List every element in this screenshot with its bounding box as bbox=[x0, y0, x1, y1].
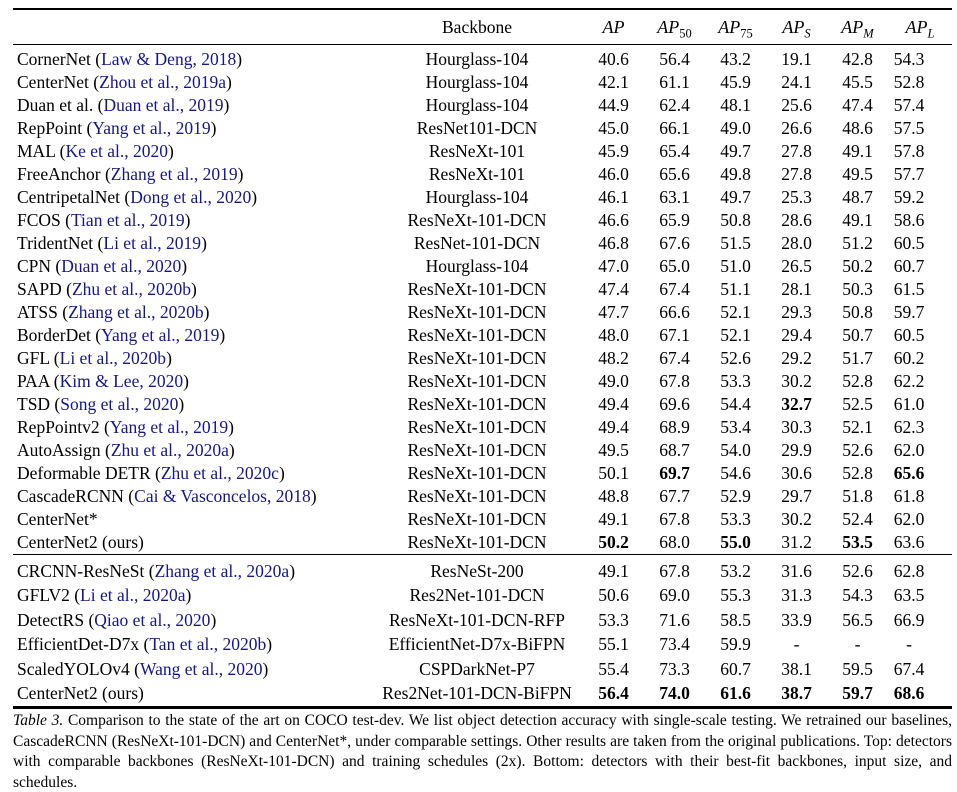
table-row bbox=[13, 584, 952, 609]
metric-value-cell: 61.5 bbox=[893, 279, 925, 299]
backbone-cell: EfficientNet-D7x-BiFPN bbox=[388, 634, 566, 655]
metric-value-cell: 73.4 bbox=[659, 634, 690, 655]
table-row bbox=[13, 657, 952, 682]
table-row bbox=[13, 416, 952, 439]
results-table-wrap bbox=[13, 8, 952, 709]
table-row bbox=[13, 682, 952, 708]
metric-value-cell: 69.0 bbox=[659, 585, 690, 606]
metric-value-cell: - bbox=[793, 634, 800, 655]
method-cell: ScaledYOLOv4 (Wang et al., 2020) bbox=[17, 658, 269, 679]
metric-value-cell: 51.0 bbox=[720, 256, 751, 276]
metric-value-cell: 48.2 bbox=[598, 348, 629, 368]
citation-link[interactable]: Li et al., 2020a bbox=[80, 585, 186, 606]
citation-link[interactable]: Li et al., 2020b bbox=[59, 348, 167, 368]
backbone-cell: Hourglass-104 bbox=[425, 72, 529, 92]
metric-value-cell: 56.4 bbox=[659, 49, 690, 69]
metric-value-cell: 58.6 bbox=[893, 210, 925, 230]
metric-value-cell: 52.1 bbox=[720, 325, 751, 345]
metric-value-cell: 50.3 bbox=[842, 279, 873, 299]
metric-value-cell: 48.6 bbox=[842, 118, 873, 138]
metric-value-cell: 29.3 bbox=[781, 302, 812, 322]
metric-value-cell: 53.4 bbox=[720, 417, 751, 437]
metric-value-cell: 46.6 bbox=[598, 210, 629, 230]
method-cell: CPN (Duan et al., 2020) bbox=[17, 256, 188, 276]
metric-value-cell: 29.7 bbox=[781, 486, 812, 506]
metric-value-cell: 66.9 bbox=[893, 609, 925, 630]
metric-value-cell: 66.6 bbox=[659, 302, 690, 322]
metric-value-cell: 53.3 bbox=[598, 609, 629, 630]
backbone-cell: ResNeXt-101-DCN bbox=[407, 394, 547, 414]
metric-value-cell: 50.6 bbox=[598, 585, 629, 606]
table-caption bbox=[13, 711, 952, 792]
metric-value-cell: 59.7 bbox=[842, 683, 873, 704]
metric-value-cell: 50.1 bbox=[598, 463, 629, 483]
method-cell: RepPointv2 (Yang et al., 2019) bbox=[17, 417, 234, 437]
method-cell: CenterNet* bbox=[17, 509, 98, 529]
backbone-cell: ResNeXt-101-DCN bbox=[407, 440, 547, 460]
metric-value-cell: 19.1 bbox=[781, 49, 812, 69]
table-row bbox=[13, 555, 952, 584]
metric-value-cell: 30.2 bbox=[781, 371, 812, 391]
metric-value-cell: 49.7 bbox=[720, 187, 751, 207]
table-row bbox=[13, 439, 952, 462]
backbone-cell: ResNet101-DCN bbox=[416, 118, 538, 138]
metric-value-cell: 42.8 bbox=[842, 49, 873, 69]
method-cell: EfficientDet-D7x (Tan et al., 2020b) bbox=[17, 634, 273, 655]
metric-value-cell: - bbox=[854, 634, 861, 655]
metric-value-cell: 52.6 bbox=[842, 440, 873, 460]
metric-value-cell: 38.7 bbox=[781, 683, 812, 704]
metric-value-cell: 74.0 bbox=[659, 683, 690, 704]
citation-link[interactable]: Zhu et al., 2020a bbox=[110, 440, 229, 460]
backbone-cell: Hourglass-104 bbox=[425, 95, 529, 115]
metric-value-cell: 30.3 bbox=[781, 417, 812, 437]
table-row bbox=[13, 370, 952, 393]
metric-value-cell: 43.2 bbox=[720, 49, 751, 69]
method-cell: MAL (Ke et al., 2020) bbox=[17, 141, 174, 161]
metric-value-cell: 52.8 bbox=[893, 72, 925, 92]
metric-value-cell: 46.0 bbox=[598, 164, 629, 184]
backbone-cell: Hourglass-104 bbox=[425, 49, 529, 69]
metric-value-cell: 55.3 bbox=[720, 585, 751, 606]
metric-value-cell: 44.9 bbox=[598, 95, 629, 115]
metric-value-cell: 67.4 bbox=[659, 348, 690, 368]
backbone-column-header: Backbone bbox=[371, 9, 583, 45]
metric-value-cell: 62.0 bbox=[893, 509, 925, 529]
metric-value-cell: 71.6 bbox=[659, 609, 690, 630]
metric-value-cell: 52.6 bbox=[842, 560, 873, 581]
metric-value-cell: 52.9 bbox=[720, 486, 751, 506]
metric-value-cell: 67.8 bbox=[659, 509, 690, 529]
metric-value-cell: 29.9 bbox=[781, 440, 812, 460]
backbone-cell: ResNeXt-101 bbox=[428, 164, 526, 184]
table-row bbox=[13, 209, 952, 232]
method-cell: PAA (Kim & Lee, 2020) bbox=[17, 371, 189, 391]
metric-value-cell: 52.4 bbox=[842, 509, 873, 529]
metric-value-cell: 59.5 bbox=[842, 658, 873, 679]
metric-value-cell: 50.8 bbox=[720, 210, 751, 230]
metric-value-cell: 47.7 bbox=[598, 302, 629, 322]
table-row bbox=[13, 531, 952, 555]
metric-value-cell: 65.9 bbox=[659, 210, 690, 230]
method-cell: CenterNet2 (ours) bbox=[17, 532, 144, 552]
metric-value-cell: 25.3 bbox=[781, 187, 812, 207]
citation-link[interactable]: Zhou et al., 2019a bbox=[99, 72, 226, 92]
method-cell: GFLV2 (Li et al., 2020a) bbox=[17, 585, 192, 606]
citation-link[interactable]: Yang et al., 2019 bbox=[101, 325, 220, 345]
metric-value-cell: 69.6 bbox=[659, 394, 690, 414]
citation-link[interactable]: Duan et al., 2019 bbox=[103, 95, 224, 115]
metric-value-cell: 25.6 bbox=[781, 95, 812, 115]
metric-value-cell: 47.4 bbox=[598, 279, 629, 299]
table-row bbox=[13, 347, 952, 370]
citation-link[interactable]: Zhu et al., 2020b bbox=[71, 279, 192, 299]
metric-value-cell: 28.1 bbox=[781, 279, 812, 299]
metric-value-cell: 60.7 bbox=[893, 256, 925, 276]
metric-value-cell: 31.6 bbox=[781, 560, 812, 581]
metric-value-cell: 63.5 bbox=[893, 585, 925, 606]
metric-column-header-S: $AP_S$ bbox=[766, 9, 827, 45]
metric-value-cell: 46.1 bbox=[598, 187, 629, 207]
metric-value-cell: 69.7 bbox=[659, 463, 690, 483]
metric-value-cell: 24.1 bbox=[781, 72, 812, 92]
metric-value-cell: 49.1 bbox=[598, 509, 629, 529]
backbone-cell: CSPDarkNet-P7 bbox=[419, 658, 535, 679]
table-row bbox=[13, 393, 952, 416]
metric-value-cell: 49.5 bbox=[598, 440, 629, 460]
table-row bbox=[13, 45, 952, 72]
metric-value-cell: 51.5 bbox=[720, 233, 751, 253]
metric-value-cell: 67.6 bbox=[659, 233, 690, 253]
metric-value-cell: 67.8 bbox=[659, 560, 690, 581]
metric-value-cell: 45.9 bbox=[720, 72, 751, 92]
metric-value-cell: 26.5 bbox=[781, 256, 812, 276]
metric-value-cell: 59.7 bbox=[893, 302, 925, 322]
metric-value-cell: 53.5 bbox=[842, 532, 873, 552]
metric-value-cell: 27.8 bbox=[781, 141, 812, 161]
header-row bbox=[13, 9, 952, 45]
method-cell: CentripetalNet (Dong et al., 2020) bbox=[17, 187, 258, 207]
metric-value-cell: 62.8 bbox=[893, 560, 925, 581]
metric-value-cell: 38.1 bbox=[781, 658, 812, 679]
backbone-cell: ResNeXt-101-DCN bbox=[407, 417, 547, 437]
method-cell: RepPoint (Yang et al., 2019) bbox=[17, 118, 217, 138]
metric-value-cell: 60.5 bbox=[893, 233, 925, 253]
backbone-cell: ResNeSt-200 bbox=[430, 560, 524, 581]
metric-value-cell: 50.2 bbox=[598, 532, 629, 552]
metric-value-cell: 51.7 bbox=[842, 348, 873, 368]
metric-value-cell: 59.2 bbox=[893, 187, 925, 207]
metric-value-cell: 62.3 bbox=[893, 417, 925, 437]
metric-column-header-M: $AP_M$ bbox=[827, 9, 888, 45]
metric-value-cell: 61.6 bbox=[720, 683, 751, 704]
method-cell: Duan et al. (Duan et al., 2019) bbox=[17, 95, 230, 115]
metric-value-cell: 27.8 bbox=[781, 164, 812, 184]
bottom-section-body bbox=[13, 555, 952, 708]
metric-value-cell: 29.2 bbox=[781, 348, 812, 368]
metric-column-header-50: $AP_{50}$ bbox=[644, 9, 705, 45]
metric-value-cell: 67.7 bbox=[659, 486, 690, 506]
backbone-cell: ResNeXt-101 bbox=[428, 141, 526, 161]
backbone-cell: Res2Net-101-DCN bbox=[409, 585, 545, 606]
metric-value-cell: 49.0 bbox=[598, 371, 629, 391]
method-cell: TridentNet (Li et al., 2019) bbox=[17, 233, 207, 253]
metric-value-cell: 57.4 bbox=[893, 95, 925, 115]
metric-value-cell: 62.0 bbox=[893, 440, 925, 460]
method-cell: FreeAnchor (Zhang et al., 2019) bbox=[17, 164, 244, 184]
metric-value-cell: 29.4 bbox=[781, 325, 812, 345]
metric-value-cell: 57.8 bbox=[893, 141, 925, 161]
metric-value-cell: 61.1 bbox=[659, 72, 690, 92]
citation-link[interactable]: Qiao et al., 2020 bbox=[94, 609, 211, 630]
citation-link[interactable]: Yang et al., 2019 bbox=[109, 417, 229, 437]
metric-value-cell: 51.8 bbox=[842, 486, 873, 506]
metric-value-cell: 57.5 bbox=[893, 118, 925, 138]
metric-value-cell: 61.8 bbox=[893, 486, 925, 506]
metric-value-cell: 47.0 bbox=[598, 256, 629, 276]
citation-link[interactable]: Zhang et al., 2019 bbox=[110, 164, 238, 184]
metric-value-cell: 50.7 bbox=[842, 325, 873, 345]
metric-value-cell: 32.7 bbox=[781, 394, 812, 414]
metric-column-header-L: $AP_L$ bbox=[888, 9, 952, 45]
backbone-cell: Hourglass-104 bbox=[425, 187, 529, 207]
metric-value-cell: 28.6 bbox=[781, 210, 812, 230]
metric-value-cell: 54.0 bbox=[720, 440, 751, 460]
metric-value-cell: 55.0 bbox=[720, 532, 751, 552]
metric-value-cell: 73.3 bbox=[659, 658, 690, 679]
citation-link[interactable]: Zhang et al., 2020a bbox=[154, 560, 290, 581]
metric-value-cell: 49.7 bbox=[720, 141, 751, 161]
citation-link[interactable]: Law & Deng, 2018 bbox=[101, 49, 237, 69]
metric-value-cell: 56.5 bbox=[842, 609, 873, 630]
backbone-cell: Res2Net-101-DCN-BiFPN bbox=[382, 683, 572, 704]
citation-link[interactable]: Yang et al., 2019 bbox=[92, 118, 211, 138]
metric-value-cell: 49.1 bbox=[842, 141, 873, 161]
metric-value-cell: 45.0 bbox=[598, 118, 629, 138]
metric-value-cell: 48.8 bbox=[598, 486, 629, 506]
metric-value-cell: 53.3 bbox=[720, 371, 751, 391]
metric-value-cell: 60.2 bbox=[893, 348, 925, 368]
metric-value-cell: 49.1 bbox=[598, 560, 629, 581]
metric-value-cell: 31.3 bbox=[781, 585, 812, 606]
method-cell: Deformable DETR (Zhu et al., 2020c) bbox=[17, 463, 285, 483]
metric-column-header-75: $AP_{75}$ bbox=[705, 9, 766, 45]
metric-value-cell: 66.1 bbox=[659, 118, 690, 138]
metric-value-cell: 53.3 bbox=[720, 509, 751, 529]
table-row bbox=[13, 232, 952, 255]
metric-value-cell: 31.2 bbox=[781, 532, 812, 552]
metric-value-cell: 33.9 bbox=[781, 609, 812, 630]
metric-value-cell: 51.2 bbox=[842, 233, 873, 253]
metric-value-cell: 46.8 bbox=[598, 233, 629, 253]
metric-value-cell: 49.4 bbox=[598, 417, 629, 437]
method-cell: ATSS (Zhang et al., 2020b) bbox=[17, 302, 210, 322]
metric-value-cell: 52.8 bbox=[842, 463, 873, 483]
metric-value-cell: 49.5 bbox=[842, 164, 873, 184]
metric-value-cell: 65.6 bbox=[893, 463, 925, 483]
metric-value-cell: 53.2 bbox=[720, 560, 751, 581]
backbone-cell: ResNeXt-101-DCN bbox=[407, 463, 547, 483]
method-cell: BorderDet (Yang et al., 2019) bbox=[17, 325, 226, 345]
metric-value-cell: 56.4 bbox=[598, 683, 629, 704]
method-cell: CenterNet2 (ours) bbox=[17, 683, 144, 704]
metric-value-cell: 47.4 bbox=[842, 95, 873, 115]
citation-link[interactable]: Zhu et al., 2020c bbox=[160, 463, 279, 483]
method-cell: CRCNN-ResNeSt (Zhang et al., 2020a) bbox=[17, 560, 296, 581]
table-row bbox=[13, 508, 952, 531]
metric-value-cell: 49.8 bbox=[720, 164, 751, 184]
metric-column-header-ap: AP bbox=[583, 9, 644, 45]
metric-value-cell: 54.6 bbox=[720, 463, 751, 483]
metric-value-cell: 65.4 bbox=[659, 141, 690, 161]
table-row bbox=[13, 117, 952, 140]
backbone-cell: ResNeXt-101-DCN bbox=[407, 486, 547, 506]
table-row bbox=[13, 94, 952, 117]
metric-value-cell: 48.0 bbox=[598, 325, 629, 345]
metric-value-cell: 52.5 bbox=[842, 394, 873, 414]
metric-value-cell: 30.6 bbox=[781, 463, 812, 483]
metric-value-cell: 68.9 bbox=[659, 417, 690, 437]
table-row bbox=[13, 186, 952, 209]
method-cell: CenterNet (Zhou et al., 2019a) bbox=[17, 72, 232, 92]
metric-value-cell: 45.5 bbox=[842, 72, 873, 92]
metric-value-cell: 52.1 bbox=[842, 417, 873, 437]
metric-value-cell: 60.7 bbox=[720, 658, 751, 679]
metric-value-cell: 54.4 bbox=[720, 394, 751, 414]
citation-link[interactable]: Li et al., 2019 bbox=[103, 233, 202, 253]
metric-value-cell: 55.1 bbox=[598, 634, 629, 655]
metric-value-cell: 68.0 bbox=[659, 532, 690, 552]
metric-value-cell: 52.8 bbox=[842, 371, 873, 391]
metric-value-cell: 67.4 bbox=[893, 658, 925, 679]
citation-link[interactable]: Tian et al., 2019 bbox=[70, 210, 185, 230]
metric-value-cell: 62.4 bbox=[659, 95, 690, 115]
metric-value-cell: 67.4 bbox=[659, 279, 690, 299]
table-row bbox=[13, 633, 952, 658]
backbone-cell: ResNeXt-101-DCN bbox=[407, 371, 547, 391]
metric-value-cell: 30.2 bbox=[781, 509, 812, 529]
metric-value-cell: 59.9 bbox=[720, 634, 751, 655]
table-row bbox=[13, 324, 952, 347]
metric-value-cell: - bbox=[906, 634, 912, 655]
backbone-cell: ResNeXt-101-DCN bbox=[407, 210, 547, 230]
table-row bbox=[13, 278, 952, 301]
caption-label: Table 3. bbox=[13, 712, 64, 729]
metric-value-cell: 58.5 bbox=[720, 609, 751, 630]
metric-value-cell: 63.1 bbox=[659, 187, 690, 207]
table-row bbox=[13, 608, 952, 633]
metric-value-cell: 49.1 bbox=[842, 210, 873, 230]
citation-link[interactable]: Ke et al., 2020 bbox=[65, 141, 168, 161]
citation-link[interactable]: Cai & Vasconcelos, 2018 bbox=[134, 486, 311, 506]
metric-value-cell: 52.6 bbox=[720, 348, 751, 368]
metric-value-cell: 55.4 bbox=[598, 658, 629, 679]
citation-link[interactable]: Dong et al., 2020 bbox=[130, 187, 252, 207]
backbone-cell: ResNeXt-101-DCN bbox=[407, 279, 547, 299]
metric-value-cell: 48.1 bbox=[720, 95, 751, 115]
table-row bbox=[13, 301, 952, 324]
metric-value-cell: 65.0 bbox=[659, 256, 690, 276]
citation-link[interactable]: Tan et al., 2020b bbox=[149, 634, 267, 655]
backbone-cell: ResNeXt-101-DCN bbox=[407, 348, 547, 368]
metric-value-cell: 63.6 bbox=[893, 532, 925, 552]
method-cell: DetectRS (Qiao et al., 2020) bbox=[17, 609, 217, 630]
backbone-cell: ResNeXt-101-DCN bbox=[407, 509, 547, 529]
metric-value-cell: 68.7 bbox=[659, 440, 690, 460]
metric-value-cell: 65.6 bbox=[659, 164, 690, 184]
citation-link[interactable]: Wang et al., 2020 bbox=[139, 658, 263, 679]
method-cell: FCOS (Tian et al., 2019) bbox=[17, 210, 191, 230]
metric-value-cell: 61.0 bbox=[893, 394, 925, 414]
metric-value-cell: 45.9 bbox=[598, 141, 629, 161]
backbone-cell: ResNeXt-101-DCN-RFP bbox=[389, 609, 565, 630]
table-row bbox=[13, 140, 952, 163]
table-row bbox=[13, 71, 952, 94]
citation-link[interactable]: Duan et al., 2020 bbox=[61, 256, 182, 276]
results-table bbox=[13, 8, 952, 709]
metric-value-cell: 50.2 bbox=[842, 256, 873, 276]
metric-value-cell: 54.3 bbox=[893, 49, 925, 69]
method-cell: SAPD (Zhu et al., 2020b) bbox=[17, 279, 197, 299]
metric-value-cell: 49.0 bbox=[720, 118, 751, 138]
method-column-header bbox=[13, 9, 371, 45]
metric-value-cell: 60.5 bbox=[893, 325, 925, 345]
method-cell: TSD (Song et al., 2020) bbox=[17, 394, 185, 414]
metric-value-cell: 42.1 bbox=[598, 72, 629, 92]
method-cell: CascadeRCNN (Cai & Vasconcelos, 2018) bbox=[17, 486, 317, 506]
table-header bbox=[13, 9, 952, 45]
table-row bbox=[13, 485, 952, 508]
method-cell: AutoAssign (Zhu et al., 2020a) bbox=[17, 440, 235, 460]
metric-value-cell: 40.6 bbox=[598, 49, 629, 69]
metric-value-cell: 48.7 bbox=[842, 187, 873, 207]
citation-link[interactable]: Song et al., 2020 bbox=[60, 394, 179, 414]
table-row bbox=[13, 163, 952, 186]
metric-value-cell: 51.1 bbox=[720, 279, 751, 299]
metric-value-cell: 52.1 bbox=[720, 302, 751, 322]
table-row bbox=[13, 255, 952, 278]
top-section-body bbox=[13, 45, 952, 555]
metric-value-cell: 26.6 bbox=[781, 118, 812, 138]
backbone-cell: ResNeXt-101-DCN bbox=[407, 325, 547, 345]
citation-link[interactable]: Kim & Lee, 2020 bbox=[59, 371, 184, 391]
citation-link[interactable]: Zhang et al., 2020b bbox=[68, 302, 204, 322]
backbone-cell: Hourglass-104 bbox=[425, 256, 529, 276]
metric-value-cell: 67.8 bbox=[659, 371, 690, 391]
backbone-cell: ResNeXt-101-DCN bbox=[407, 532, 547, 552]
method-cell: CornerNet (Law & Deng, 2018) bbox=[17, 49, 243, 69]
table-row bbox=[13, 462, 952, 485]
metric-value-cell: 49.4 bbox=[598, 394, 629, 414]
caption-text: Comparison to the state of the art on COCO test-dev. We list object detection accuracy with single-scale testing. We retrained our baselines, CascadeRCNN (ResNeXt-101-DCN) and CenterNet*, under comparable settings. Other results are taken from the original publications. Top: detectors with comparable backbones (ResNeXt-101-DCN) and training schedules (2x). Bottom: detectors with their best-fit backbones, input size, and schedules. bbox=[13, 712, 953, 791]
metric-value-cell: 68.6 bbox=[893, 683, 925, 704]
backbone-cell: ResNet-101-DCN bbox=[413, 233, 541, 253]
backbone-cell: ResNeXt-101-DCN bbox=[407, 302, 547, 322]
metric-value-cell: 67.1 bbox=[659, 325, 690, 345]
method-cell: GFL (Li et al., 2020b) bbox=[17, 348, 172, 368]
metric-value-cell: 62.2 bbox=[893, 371, 925, 391]
metric-value-cell: 28.0 bbox=[781, 233, 812, 253]
metric-value-cell: 50.8 bbox=[842, 302, 873, 322]
metric-value-cell: 57.7 bbox=[893, 164, 925, 184]
metric-value-cell: 54.3 bbox=[842, 585, 873, 606]
